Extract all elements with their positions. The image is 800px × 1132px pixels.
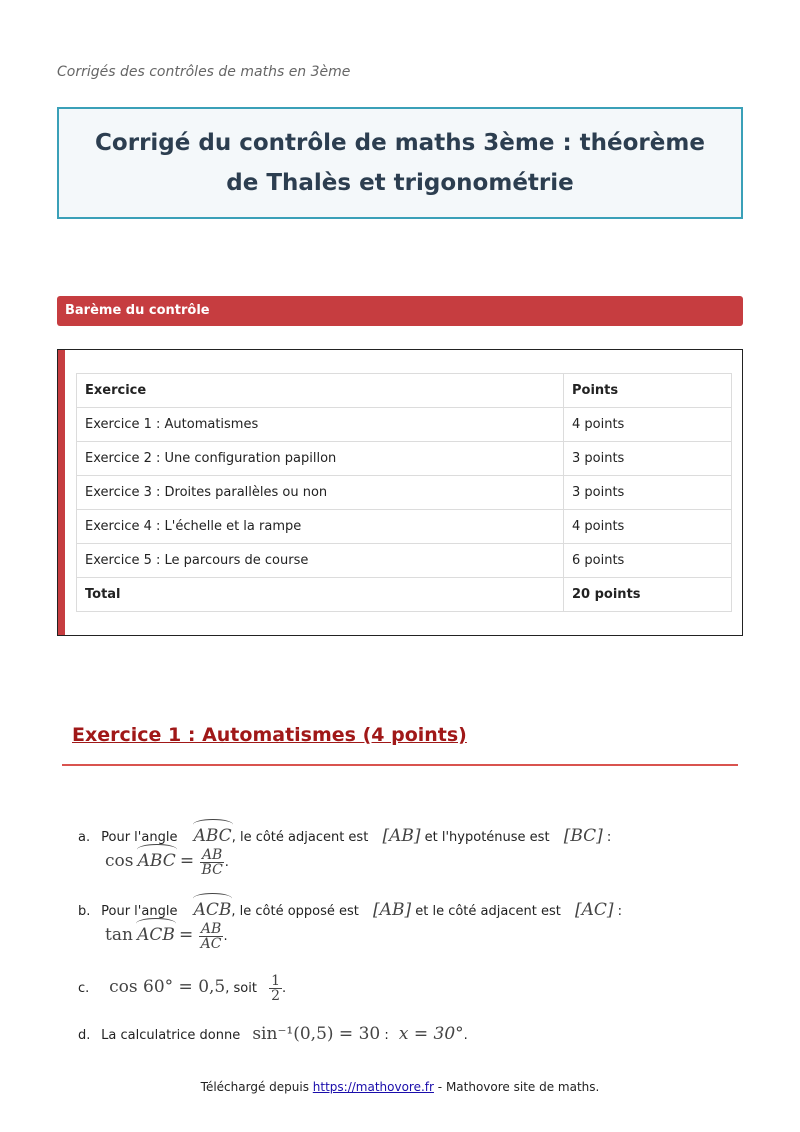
column-header-exercice: Exercice: [77, 374, 564, 408]
answer-b-text4: :: [617, 904, 623, 919]
answer-d-label: d.: [78, 1028, 91, 1043]
cell-exercise: Exercice 2 : Une configuration papillon: [77, 442, 564, 476]
fraction-numerator: AB: [201, 847, 223, 863]
fraction-ab-ac: [199, 922, 224, 951]
segment-ab: [AB]: [382, 826, 421, 846]
cos-function: cos: [105, 851, 134, 871]
fraction-denominator: BC: [201, 862, 223, 878]
result-expression: x = 30°: [398, 1024, 464, 1044]
cell-exercise: Exercice 3 : Droites parallèles ou non: [77, 476, 564, 510]
answer-b: b. Pour l'angle ACB, le côté opposé est [AB] et le côté adjacent est [AC] : tan ACB = $\frac{AB}{AC}$ .: [78, 900, 623, 952]
answer-a-text2: , le côté adjacent est: [231, 830, 369, 845]
answer-b-end: .: [223, 929, 228, 944]
angle-abc-formula: ABC: [137, 851, 176, 871]
arcsin-expression: sin⁻¹(0,5) = 30: [252, 1024, 381, 1044]
fraction-numerator: AB: [200, 921, 222, 937]
title-box: [57, 107, 743, 219]
answer-b-text1: Pour l'angle: [101, 904, 178, 919]
footer-link[interactable]: https://mathovore.fr: [312, 1080, 434, 1094]
table-row: [77, 408, 732, 442]
cell-exercise: Exercice 1 : Automatismes: [77, 408, 564, 442]
cell-points: 4 points: [564, 510, 732, 544]
answer-d-end: .: [463, 1028, 468, 1043]
answer-c-label: c.: [78, 981, 90, 996]
bareme-table: [76, 373, 732, 612]
bareme-accent-bar: [58, 350, 65, 635]
table-row: [77, 510, 732, 544]
answer-a-end: .: [224, 855, 229, 870]
fraction-denominator: AC: [200, 936, 222, 952]
answer-a-text4: :: [606, 830, 612, 845]
cos-60-expression: cos 60° = 0,5: [109, 977, 226, 997]
footer: [0, 1080, 800, 1094]
answer-b-text2: , le côté opposé est: [231, 904, 359, 919]
answer-c-text1: , soit: [225, 981, 257, 996]
fraction-one-half: [269, 974, 282, 1003]
fraction-ab-bc: [200, 848, 225, 877]
segment-bc: [BC]: [563, 826, 603, 846]
angle-abc: ABC: [193, 826, 232, 846]
footer-prefix: Téléchargé depuis: [200, 1080, 309, 1094]
table-row: [77, 544, 732, 578]
breadcrumb: Corrigés des contrôles de maths en 3ème: [57, 64, 351, 80]
fraction-denominator: 2: [271, 988, 281, 1004]
cell-total-points: 20 points: [564, 578, 732, 612]
bareme-heading: Barème du contrôle: [57, 296, 743, 326]
table-header-row: [77, 374, 732, 408]
answer-d-text2: :: [384, 1028, 389, 1043]
cell-exercise: Exercice 4 : L'échelle et la rampe: [77, 510, 564, 544]
cell-points: 3 points: [564, 442, 732, 476]
answer-b-label: b.: [78, 904, 91, 919]
cell-total-label: Total: [77, 578, 564, 612]
page-title: Corrigé du contrôle de maths 3ème : théorème de Thalès et trigonométrie: [95, 130, 705, 196]
answer-d-text1: La calculatrice donne: [101, 1028, 241, 1043]
table-row: [77, 476, 732, 510]
angle-acb: ACB: [193, 900, 232, 920]
footer-suffix: - Mathovore site de maths.: [437, 1080, 600, 1094]
tan-function: tan: [105, 925, 133, 945]
answer-d: [78, 1024, 468, 1044]
answer-a-text3: et l'hypoténuse est: [424, 830, 550, 845]
column-header-points: Points: [564, 374, 732, 408]
cell-points: 6 points: [564, 544, 732, 578]
answer-a-text1: Pour l'angle: [101, 830, 178, 845]
segment-ac: [AC]: [574, 900, 614, 920]
answer-b-text3: et le côté adjacent est: [415, 904, 561, 919]
table-row: [77, 442, 732, 476]
answer-c: [78, 974, 286, 1003]
cell-exercise: Exercice 5 : Le parcours de course: [77, 544, 564, 578]
table-total-row: [77, 578, 732, 612]
angle-acb-formula: ACB: [137, 925, 175, 945]
exercise1-divider: [62, 764, 738, 766]
cell-points: 4 points: [564, 408, 732, 442]
answer-a: a. Pour l'angle ABC, le côté adjacent est [AB] et l'hypoténuse est [BC] : cos ABC = $\frac{AB}{BC}$ .: [78, 826, 612, 878]
bareme-box: [57, 349, 743, 636]
exercise1-title: Exercice 1 : Automatismes (4 points): [72, 724, 467, 746]
segment-ab: [AB]: [373, 900, 412, 920]
answer-a-label: a.: [78, 830, 91, 845]
cell-points: 3 points: [564, 476, 732, 510]
fraction-numerator: 1: [271, 973, 281, 989]
answer-c-end: .: [282, 981, 287, 996]
